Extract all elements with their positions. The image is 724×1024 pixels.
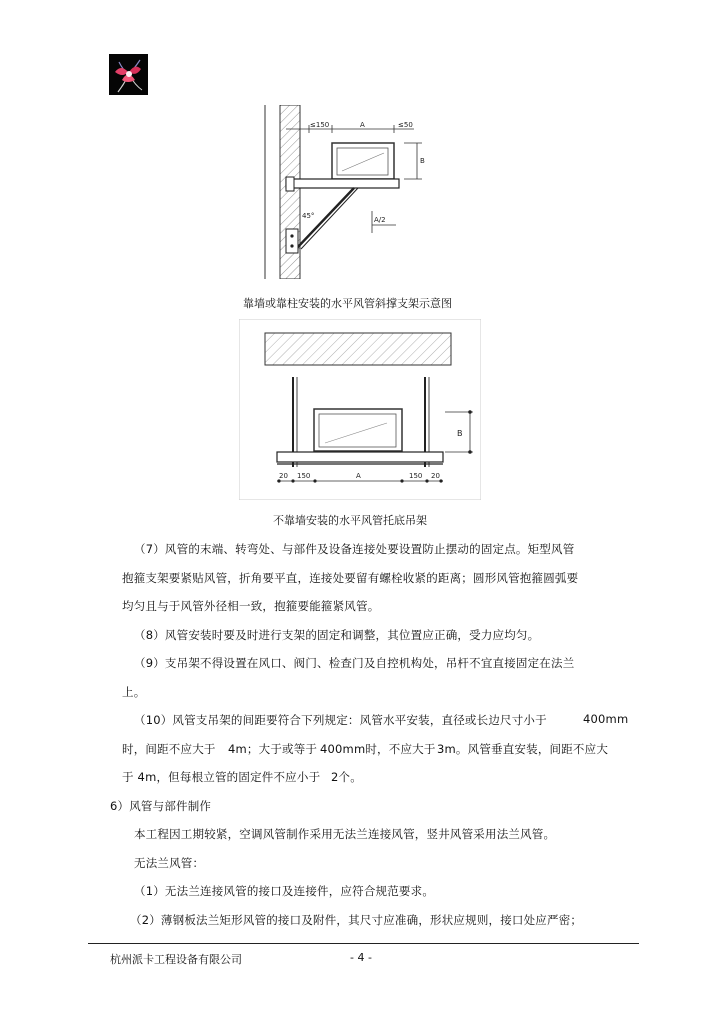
section-6-line-3: （1）无法兰连接风管的接口及连接件，应符合规范要求。	[134, 884, 435, 898]
dim-a: A	[360, 121, 365, 129]
dim-b: B	[457, 429, 463, 438]
figure-1-caption: 靠墙或靠柱安装的水平风管斜撑支架示意图	[243, 297, 452, 310]
hanger-diagram	[239, 319, 481, 500]
wall-bracket-diagram	[264, 105, 430, 279]
dim-b: B	[420, 157, 425, 165]
section-6-line-4: （2）薄钢板法兰矩形风管的接口及附件，其尺寸应准确，形状应规则，接口处应严密；	[130, 913, 583, 927]
paragraph-8: （8）风管安装时要及时进行支架的固定和调整，其位置应正确，受力应均匀。	[134, 628, 540, 642]
paragraph-10-line-3-a: 于 4m，但每根立管的固定件不应小于	[122, 770, 321, 784]
dim-150-right: 150	[409, 472, 423, 480]
dim-150-left: 150	[297, 472, 311, 480]
section-6-line-2: 无法兰风管：	[134, 856, 205, 870]
section-6-title: 6）风管与部件制作	[110, 799, 212, 813]
dim-20-left: 20	[279, 472, 288, 480]
paragraph-7-line-2: 抱箍支架要紧贴风管，折角要平直，连接处要留有螺栓收紧的距离；圆形风管抱箍圆弧要	[122, 571, 579, 585]
figure-2-caption: 不靠墙安装的水平风管托底吊架	[273, 514, 427, 527]
paragraph-10-value-400mm: 400mm	[583, 712, 629, 726]
paragraph-7-line-1: （7）风管的末端、转弯处、与部件及设备连接处要设置防止摆动的固定点。矩型风管	[134, 542, 575, 556]
footer-divider	[88, 943, 639, 944]
dim-50-right: ≤50	[398, 121, 413, 129]
dim-angle: 45°	[302, 212, 315, 220]
paragraph-10-line-2-b: 4m；大于或等于	[228, 742, 318, 756]
flower-logo-icon	[109, 54, 148, 95]
footer-page-number: - 4 -	[350, 951, 372, 964]
paragraph-10-line-2-a: 时，间距不应大于	[122, 742, 216, 756]
company-logo	[109, 54, 148, 95]
dim-a-half: A/2	[374, 216, 386, 224]
dim-20-right: 20	[431, 472, 440, 480]
paragraph-7-line-3: 均匀且与于风管外径相一致，抱箍要能箍紧风管。	[122, 599, 380, 613]
paragraph-10-line-2-d: 3m。风管垂直安装，间距不应大	[437, 742, 609, 756]
dim-a: A	[356, 472, 361, 480]
paragraph-9-line-2: 上。	[122, 685, 146, 699]
paragraph-10-line-2-c: 400mm时，不应大于	[320, 742, 436, 756]
paragraph-9-line-1: （9）支吊架不得设置在风口、阀门、检查门及自控机构处，吊杆不宜直接固定在法兰	[134, 656, 575, 670]
paragraph-10-line-1: （10）风管支吊架的间距要符合下列规定：风管水平安装，直径或长边尺寸小于	[134, 713, 547, 727]
dim-150-left: ≤150	[310, 121, 330, 129]
section-6-line-1: 本工程因工期较紧，空调风管制作采用无法兰连接风管，竖井风管采用法兰风管。	[134, 827, 556, 841]
paragraph-10-line-3-b: 2个。	[331, 770, 362, 784]
footer-company: 杭州派卡工程设备有限公司	[110, 953, 242, 966]
